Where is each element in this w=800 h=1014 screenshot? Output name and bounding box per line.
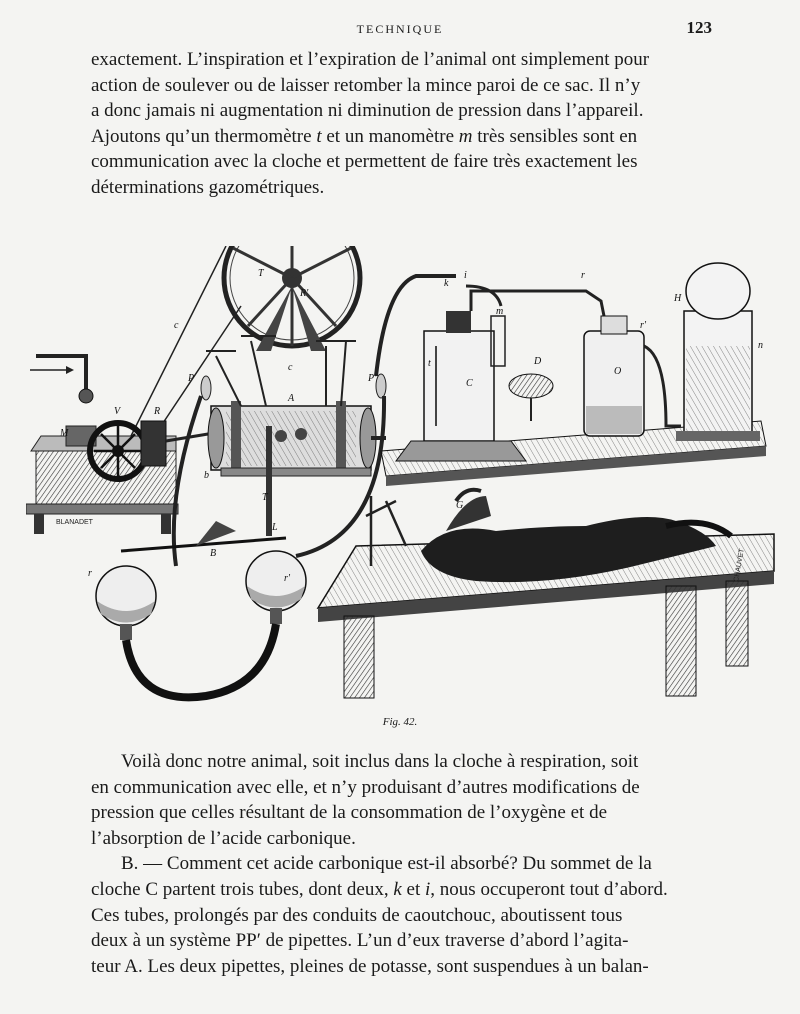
apparatus-engraving	[26, 246, 776, 706]
gas-jar	[644, 263, 760, 441]
text-span: teur A. Les deux pipettes, pleines de potasse, sont suspendues à un balan-	[91, 955, 649, 977]
label-c-mid: c	[288, 362, 293, 373]
text-span: B. — Comment cet acide carbonique est-il absorbé? Du sommet de la	[121, 853, 652, 875]
label-L: L	[272, 522, 278, 533]
label-n: n	[758, 340, 763, 351]
text-span: a donc jamais ni augmentation ni diminution de pression dans l’appareil.	[91, 100, 644, 122]
text-line	[91, 851, 710, 877]
label-r-prime: r'	[284, 573, 291, 584]
text-span: Ajoutons qu’un thermomètre	[91, 125, 317, 147]
figure-caption: Fig. 42.	[382, 716, 418, 728]
label-C: C	[466, 378, 473, 389]
label-k: k	[444, 278, 449, 289]
running-title: TECHNIQUE	[356, 22, 444, 36]
text-line	[91, 928, 710, 954]
text-line	[91, 954, 710, 980]
label-b: b	[204, 470, 209, 481]
label-T-mid: T	[262, 492, 268, 503]
italic-variable: m	[458, 125, 473, 147]
label-G: G	[456, 500, 464, 511]
text-span: et	[401, 878, 426, 900]
text-line	[91, 73, 710, 99]
text-span: action de soulever ou de laisser retomber la mince paroi de ce sac. Il n’y	[91, 74, 641, 96]
text-line	[91, 775, 710, 801]
italic-variable: i	[425, 878, 431, 900]
text-line	[91, 124, 710, 150]
text-span: l’absorption de l’acide carbonique.	[91, 827, 356, 849]
label-P: P	[188, 373, 195, 384]
text-line	[91, 749, 710, 775]
label-R-prime: R'	[300, 288, 309, 299]
engraving-figure	[26, 246, 776, 706]
top-paragraph	[91, 47, 710, 201]
text-span: cloche C partent trois tubes, dont deux,	[91, 878, 394, 900]
label-R: R	[154, 406, 161, 417]
text-line	[91, 877, 710, 903]
text-line	[91, 47, 710, 73]
text-span: deux à un système PP′ de pipettes. L’un d’eux traverse d’abord l’agita-	[91, 930, 629, 952]
text-span: communication avec la cloche et permettent de faire très exactement les	[91, 151, 638, 173]
label-t: t	[428, 358, 431, 369]
text-line	[91, 903, 710, 929]
engraver-signature-right: CHAUVET	[733, 548, 746, 583]
text-span: exactement. L’inspiration et l’expiration de l’animal ont simplement pour	[91, 49, 650, 70]
text-span: et un manomètre	[321, 125, 459, 147]
label-c-left: c	[174, 320, 179, 331]
label-r-top: r	[581, 270, 585, 281]
italic-variable: k	[393, 878, 402, 900]
text-line	[91, 800, 710, 826]
potash-globes	[96, 551, 306, 697]
agitator	[208, 401, 386, 476]
label-r: r	[88, 568, 92, 579]
engraver-signature-left: BLANADET	[56, 519, 93, 526]
running-head	[0, 18, 800, 42]
label-O: O	[614, 366, 622, 377]
label-H: H	[674, 293, 682, 304]
text-span: très sensibles sont en	[472, 125, 638, 147]
label-B: B	[210, 548, 217, 559]
label-P-prime: P'	[368, 373, 377, 384]
text-span: déterminations gazométriques.	[91, 176, 325, 198]
bottom-paragraphs	[91, 749, 710, 979]
text-span: Voilà donc notre animal, soit inclus dans la cloche à respiration, soit	[121, 751, 639, 772]
label-A: A	[288, 393, 295, 404]
text-span: en communication avec elle, et n’y produisant d’autres modifications de	[91, 776, 640, 798]
text-line	[91, 175, 710, 201]
text-line	[91, 98, 710, 124]
label-M: M	[60, 428, 69, 439]
text-line	[91, 149, 710, 175]
text-line	[91, 826, 710, 852]
label-T: T	[258, 268, 264, 279]
italic-variable: t	[316, 125, 322, 147]
page-number: 123	[686, 18, 712, 37]
label-m: m	[496, 306, 504, 317]
text-span: , nous occuperont tout d’abord.	[430, 878, 668, 900]
label-D: D	[534, 356, 542, 367]
label-i: i	[464, 270, 467, 281]
text-span: pression que celles résultant de la consommation de l’oxygène et de	[91, 802, 608, 824]
label-r-prime-top: r'	[640, 320, 647, 331]
label-V: V	[114, 406, 121, 417]
text-span: Ces tubes, prolongés par des conduits de caoutchouc, aboutissent tous	[91, 904, 623, 926]
